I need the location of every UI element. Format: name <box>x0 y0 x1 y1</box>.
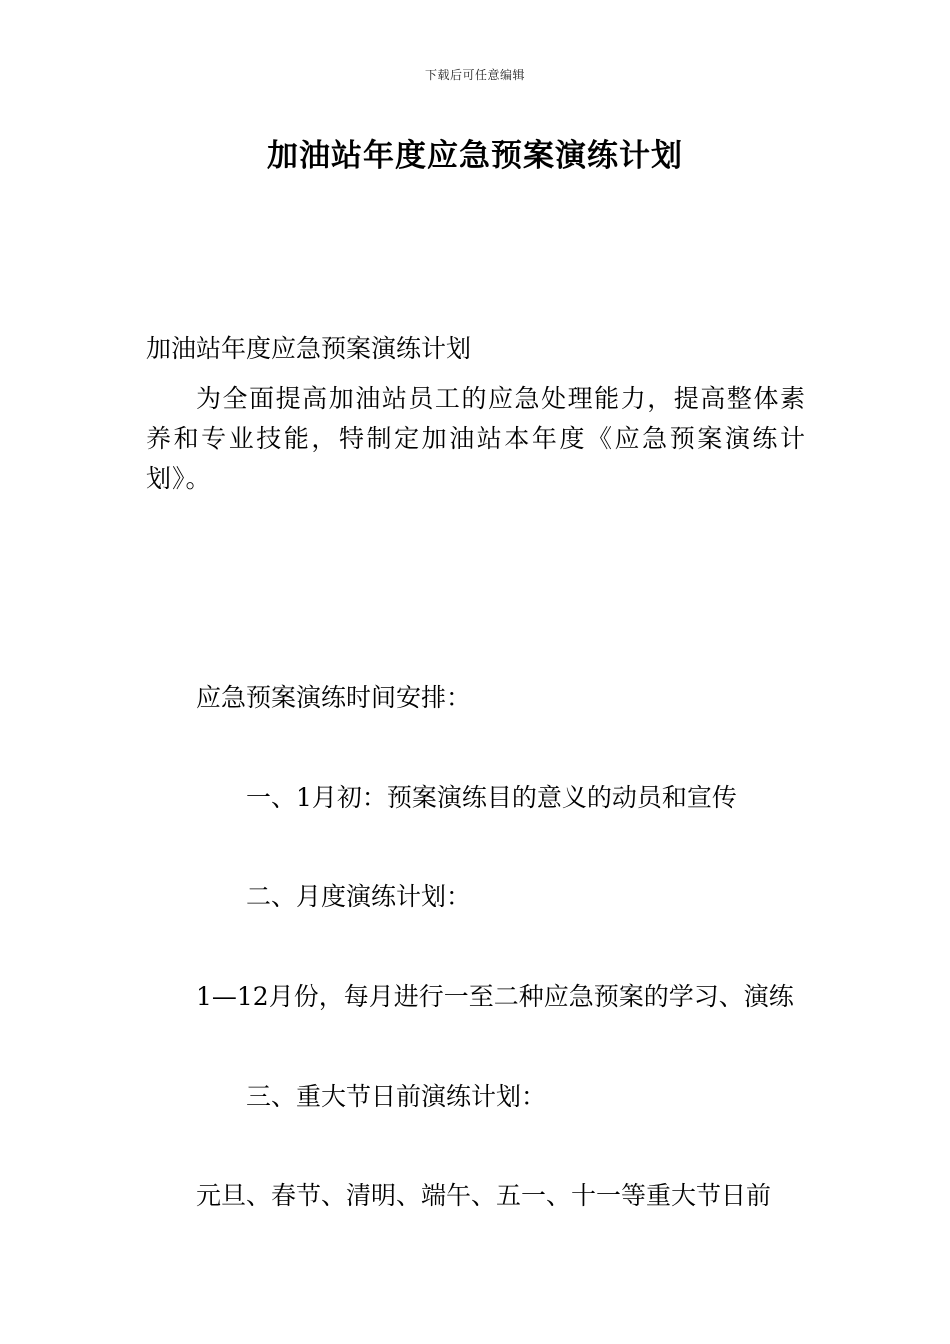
item-3: 三、重大节日前演练计划： <box>246 1082 547 1111</box>
intro-paragraph: 为全面提高加油站员工的应急处理能力，提高整体素养和专业技能，特制定加油站本年度《应急预案演练计划》。 <box>146 384 806 493</box>
document-subtitle: 加油站年度应急预案演练计划 <box>146 334 472 363</box>
header-note: 下载后可任意编辑 <box>424 68 525 82</box>
item-3-detail: 元旦、春节、清明、端午、五一、十一等重大节日前 <box>196 1181 772 1210</box>
item-1: 一、1月初：预案演练目的意义的动员和宣传 <box>246 783 737 812</box>
item-2-detail: 1—12月份，每月进行一至二种应急预案的学习、演练 <box>196 982 794 1011</box>
page-title: 加油站年度应急预案演练计划 <box>267 138 683 174</box>
item-2: 二、月度演练计划： <box>246 882 472 911</box>
schedule-heading: 应急预案演练时间安排： <box>196 683 472 712</box>
